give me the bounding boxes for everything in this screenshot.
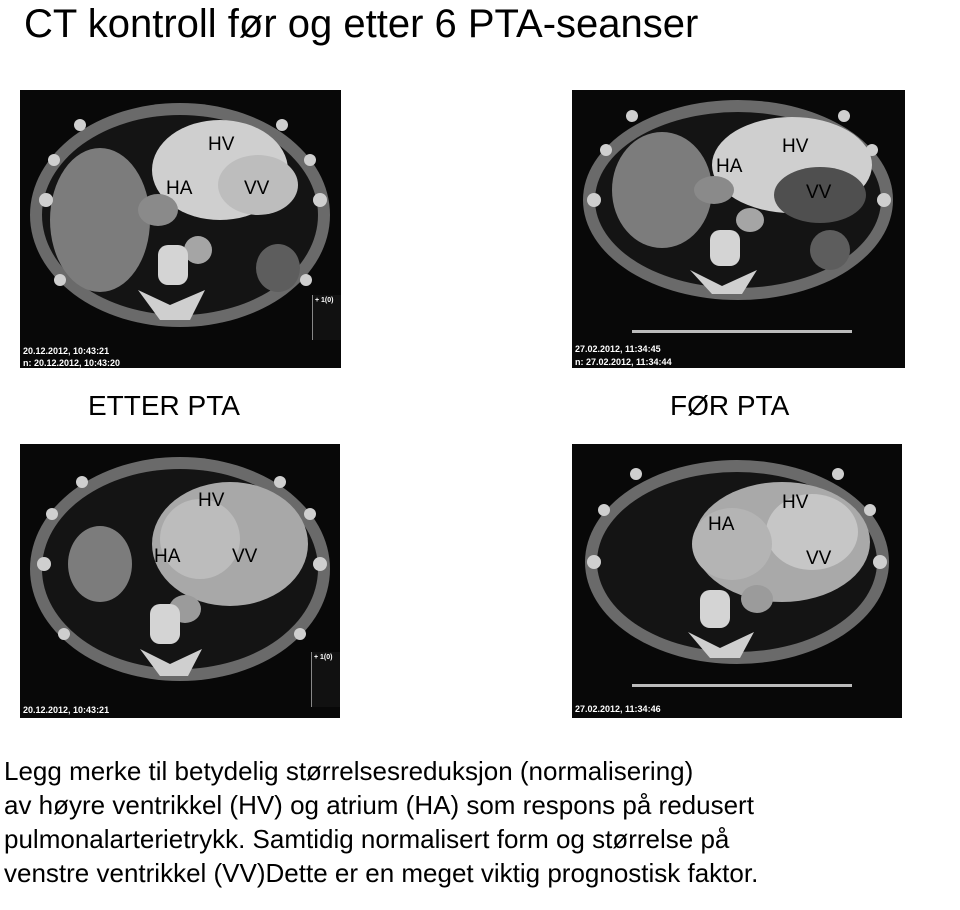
label-hv: HV <box>208 134 235 155</box>
label-ha: HA <box>166 178 193 199</box>
slide-title: CT kontroll før og etter 6 PTA-seanser <box>24 2 699 46</box>
label-vv: VV <box>244 178 270 199</box>
timestamp: 27.02.2012, 11:34:46 <box>575 704 661 714</box>
timestamp: 27.02.2012, 11:34:45 <box>575 344 661 354</box>
timestamp-secondary: n: 27.02.2012, 11:34:44 <box>575 357 672 367</box>
label-ha: HA <box>716 156 743 177</box>
label-vv: VV <box>806 548 832 569</box>
scan-inset <box>312 295 341 340</box>
body-line: av høyre ventrikkel (HV) og atrium (HA) som respons på redusert <box>4 790 754 820</box>
label-hv: HV <box>782 136 809 157</box>
ct-scan-for-bottom <box>572 444 902 718</box>
label-ha: HA <box>154 546 181 567</box>
label-vv: VV <box>232 546 258 567</box>
body-line: venstre ventrikkel (VV)Dette er en meget viktig prognostisk faktor. <box>4 858 759 888</box>
ct-scan-etter-bottom <box>20 444 340 718</box>
label-hv: HV <box>198 490 225 511</box>
label-hv: HV <box>782 492 809 513</box>
scan-inset <box>311 652 340 707</box>
inset-label: + 1(0) <box>315 297 334 304</box>
caption-etter-pta: ETTER PTA <box>88 390 240 421</box>
caption-for-pta: FØR PTA <box>670 390 790 421</box>
timestamp-secondary: n: 20.12.2012, 10:43:20 <box>23 358 121 368</box>
body-paragraph <box>4 754 960 890</box>
label-vv: VV <box>806 182 832 203</box>
body-line: Legg merke til betydelig størrelsesreduksjon (normalisering) <box>4 756 694 786</box>
timestamp: 20.12.2012, 10:43:21 <box>23 346 110 356</box>
label-ha: HA <box>708 514 735 535</box>
inset-label: + 1(0) <box>314 654 333 661</box>
ct-scan-for-top <box>572 90 905 368</box>
body-line: pulmonalarterietrykk. Samtidig normalisert form og størrelse på <box>4 824 730 854</box>
ct-scan-etter-top <box>20 90 341 368</box>
timestamp: 20.12.2012, 10:43:21 <box>23 705 110 715</box>
